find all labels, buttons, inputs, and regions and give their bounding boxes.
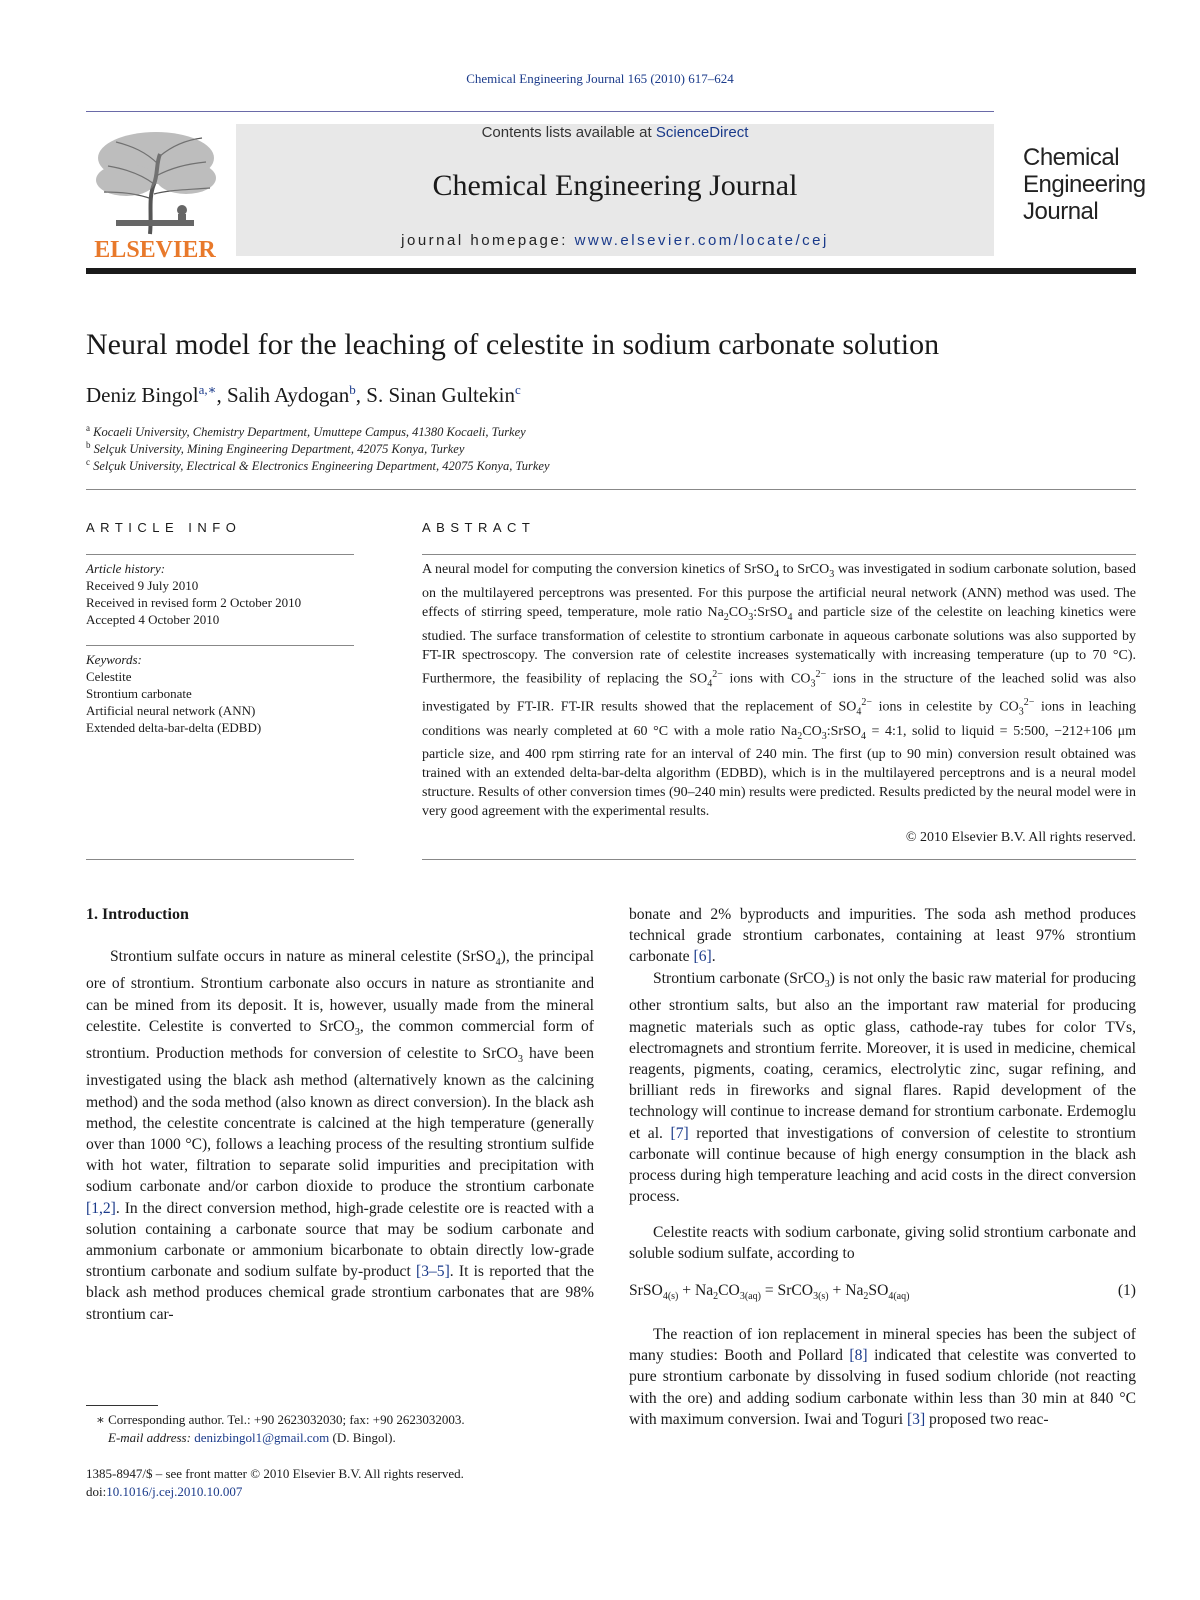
keyword: Strontium carbonate: [86, 686, 192, 701]
doi-line: [86, 1483, 646, 1501]
homepage-line: [236, 232, 994, 249]
affiliation-mark: c: [86, 457, 90, 467]
keyword: Artificial neural network (ANN): [86, 703, 256, 718]
equation-number: (1): [1117, 1282, 1136, 1299]
affiliation-text: Selçuk University, Mining Engineering Department, 42075 Konya, Turkey: [93, 442, 465, 457]
affiliation-text: Kocaeli University, Chemistry Department, Umuttepe Campus, 41380 Kocaeli, Turkey: [93, 425, 526, 440]
citation-link[interactable]: [3]: [906, 1410, 926, 1428]
header-thick-rule: [86, 268, 1136, 274]
author-marks[interactable]: b: [349, 382, 356, 397]
keyword: Celestite: [86, 669, 132, 684]
citation-link[interactable]: [1,2]: [86, 1199, 116, 1217]
equation: SrSO$_{4(s)}$ + $Na_2CO_{3(aq)}$ = SrCO$_{3(s)}$ + $Na_2SO_{4(aq)}$ (1): [629, 1282, 1136, 1303]
journal-name: Chemical Engineering Journal: [432, 169, 798, 202]
corresponding-author-note: [96, 1411, 656, 1447]
email-line: [96, 1429, 656, 1447]
body-paragraph: Strontium carbonate (SrCO$_3$) is not only the basic raw material for producing other strontium salts, but also an the important raw material for producing magnetic materials such as optic glass, cathode-ray tubes for color TVs, electromagnets and strontium ferrite. Moreover, it is used in medicine, chemical reagents, pigments, coating, ceramics, electrolytic zinc, sugar refining, and brilliant reds in fireworks and signal flares. Rapid development of the technology will continue to increase demand for strontium carbonate. Erdemoglu et al. [7] reported that investigations of conversion of celestite to strontium carbonate will continue because of high energy consumption in the black ash process during high temperature leaching and acid costs in the direct conversion process.: [629, 970, 1137, 1206]
affiliation: [86, 457, 550, 474]
citation-link[interactable]: [8]: [849, 1347, 868, 1365]
top-rule: [86, 111, 994, 112]
tree-icon: [86, 124, 224, 236]
divider: [422, 859, 1136, 860]
contents-prefix: Contents lists available at: [481, 124, 656, 141]
journal-logo: [1023, 144, 1173, 225]
author-list: Deniz Bingol$^{a,∗}$, Salih Aydogan$^b$, S. Sinan Gultekin$^c$: [86, 382, 521, 407]
author-marks[interactable]: c: [515, 382, 521, 397]
accepted-date: Accepted 4 October 2010: [86, 612, 220, 627]
article-history: [86, 560, 354, 628]
affiliation-mark: b: [86, 440, 91, 450]
keyword: Extended delta-bar-delta (EDBD): [86, 720, 262, 735]
corresponding-author-line: ∗ Corresponding author. Tel.: +90 2623032030; fax: +90 2623032003.: [96, 1412, 465, 1427]
journal-logo-line: Chemical: [1023, 144, 1120, 171]
citation-link[interactable]: [6]: [693, 948, 712, 966]
contents-line: [236, 124, 994, 141]
homepage-prefix: journal homepage:: [401, 232, 575, 249]
divider: [86, 554, 354, 555]
email-label: E-mail address:: [108, 1430, 195, 1445]
divider: [86, 645, 354, 646]
body-paragraph: bonate and 2% byproducts and impurities. The soda ash method produces technical grade strontium carbonates, containing at least 97% strontium carbonate [6].: [629, 906, 1136, 966]
journal-logo-line: Engineering: [1023, 171, 1146, 198]
affiliation-mark: a: [86, 423, 90, 433]
abstract-text: A neural model for computing the conversion kinetics of SrSO$_4$ to SrCO$_3$ was investigated in sodium carbonate solution, based on the multilayered perceptrons was presented. For this purpose the artificial neural network (ANN) method was used. The effects of stirring speed, temperature, mole ratio $Na_2CO_3:SrSO_4$ and particle size of the celestite on leaching kinetics were studied. The surface transformation of celestite to strontium carbonate in aqueous carbonate solutions was also supported by FT-IR spectroscopy. The conversion rate of celestite increases systematically with increasing temperature (up to 70 °C). Furthermore, the feasibility of replacing the $SO_4^{2-}$ ions with $CO_3^{2-}$ ions in the structure of the leached solid was also investigated by FT-IR. FT-IR results showed that the replacement of $SO_4^{2-}$ ions in celestite by $CO_3^{2-}$ ions in leaching conditions was nearly completed at 60 °C with a mole ratio $Na_2CO_3:SrSO_4$ = 4:1, solid to liquid = 5:500, −212+106 μm particle size, and 400 rpm stirring rate for an interval of 240 min. The first (up to 90 min) conversion result obtained was trained with an extended delta-bar-delta algorithm (EDBD), which is in the multilayered perceptrons and is a neural model structure. Results of other conversion times (90–240 min) results were predicted. Results predicted by the neural model were in very good agreement with the experimental results.: [422, 562, 1136, 820]
author-name: Salih Aydogan: [226, 383, 350, 407]
affiliation: [86, 440, 464, 457]
author-marks[interactable]: a,∗: [198, 382, 217, 397]
front-matter: [86, 1465, 646, 1501]
journal-logo-line: Journal: [1023, 198, 1099, 225]
keywords-label: Keywords:: [86, 652, 142, 667]
affiliation: [86, 423, 526, 440]
email-suffix: (D. Bingol).: [329, 1430, 396, 1445]
section-heading: 1. Introduction: [86, 906, 189, 923]
elsevier-logo[interactable]: [86, 124, 224, 264]
elsevier-wordmark: ELSEVIER: [94, 237, 216, 263]
homepage-link[interactable]: www.elsevier.com/locate/cej: [574, 232, 829, 249]
body-paragraph: Strontium sulfate occurs in nature as mineral celestite (SrSO$_4$), the principal ore of strontium. Strontium carbonate also occurs in nature as strontianite and can be mined from its deposit. It is, however, usually made from the mineral celestite. Celestite is converted to SrCO$_3$, the common commercial form of strontium. Production methods for conversion of celestite to SrCO$_3$ have been investigated using the black ash method (alternatively known as the calcining method) and the soda method (also known as direct conversion). In the black ash method, the celestite concentrate is calcined at the high temperature (generally over than 1000 °C), follows a leaching process of the resulting strontium sulfide with hot water, filtration to separate solid impurities and precipitation with sodium carbonate and/or carbon dioxide to produce the strontium carbonate [1,2]. In the direct conversion method, high-grade celestite ore is reacted with a solution containing a carbonate source that may be sodium carbonate and ammonium carbonate or ammonium bicarbonate to obtain directly low-grade strontium carbonate and sodium sulfate by-product [3–5]. It is reported that the black ash method produces chemical grade strontium carbonates that are 98% strontium car-: [86, 948, 594, 1323]
citation-link[interactable]: [7]: [670, 1124, 689, 1142]
doi-link[interactable]: 10.1016/j.cej.2010.10.007: [106, 1484, 243, 1499]
author-name: S. Sinan Gultekin: [366, 383, 516, 407]
footnote-rule: [86, 1405, 158, 1406]
article-title: Neural model for the leaching of celestite in sodium carbonate solution: [86, 328, 940, 361]
body-paragraph: Celestite reacts with sodium carbonate, giving solid strontium carbonate and soluble sodium sulfate, according to: [629, 1224, 1136, 1263]
copyright: © 2010 Elsevier B.V. All rights reserved.: [905, 830, 1136, 845]
body-paragraph: The reaction of ion replacement in mineral species has been the subject of many studies: Booth and Pollard [8] indicated that celestite was converted to pure strontium carbonate by dissolving in fused sodium chloride (not reacting with the ore) and adding sodium carbonate within less than 30 min at 840 °C with maximum conversion. Iwai and Toguri [3] proposed two reac-: [629, 1326, 1136, 1428]
citation-link[interactable]: [3–5]: [416, 1263, 450, 1281]
author-name: Deniz Bingol: [86, 383, 199, 407]
received-date: Received 9 July 2010: [86, 578, 199, 593]
journal-banner: [236, 124, 994, 256]
affiliation-text: Selçuk University, Electrical & Electronics Engineering Department, 42075 Konya, Turkey: [93, 459, 550, 474]
doi-prefix: doi:: [86, 1484, 107, 1499]
sciencedirect-link[interactable]: ScienceDirect: [655, 124, 749, 141]
divider: [422, 554, 1136, 555]
history-label: Article history:: [86, 561, 166, 576]
issn-line: 1385-8947/$ – see front matter © 2010 Elsevier B.V. All rights reserved.: [86, 1466, 464, 1481]
running-head[interactable]: Chemical Engineering Journal 165 (2010) 617–624: [466, 71, 734, 86]
divider: [86, 859, 354, 860]
divider: [86, 489, 1136, 490]
revised-date: Received in revised form 2 October 2010: [86, 595, 302, 610]
abstract-heading: ABSTRACT: [422, 520, 536, 535]
keywords: [86, 651, 354, 736]
email-link[interactable]: denizbingol1@gmail.com: [194, 1430, 330, 1445]
article-info-heading: ARTICLE INFO: [86, 520, 242, 535]
